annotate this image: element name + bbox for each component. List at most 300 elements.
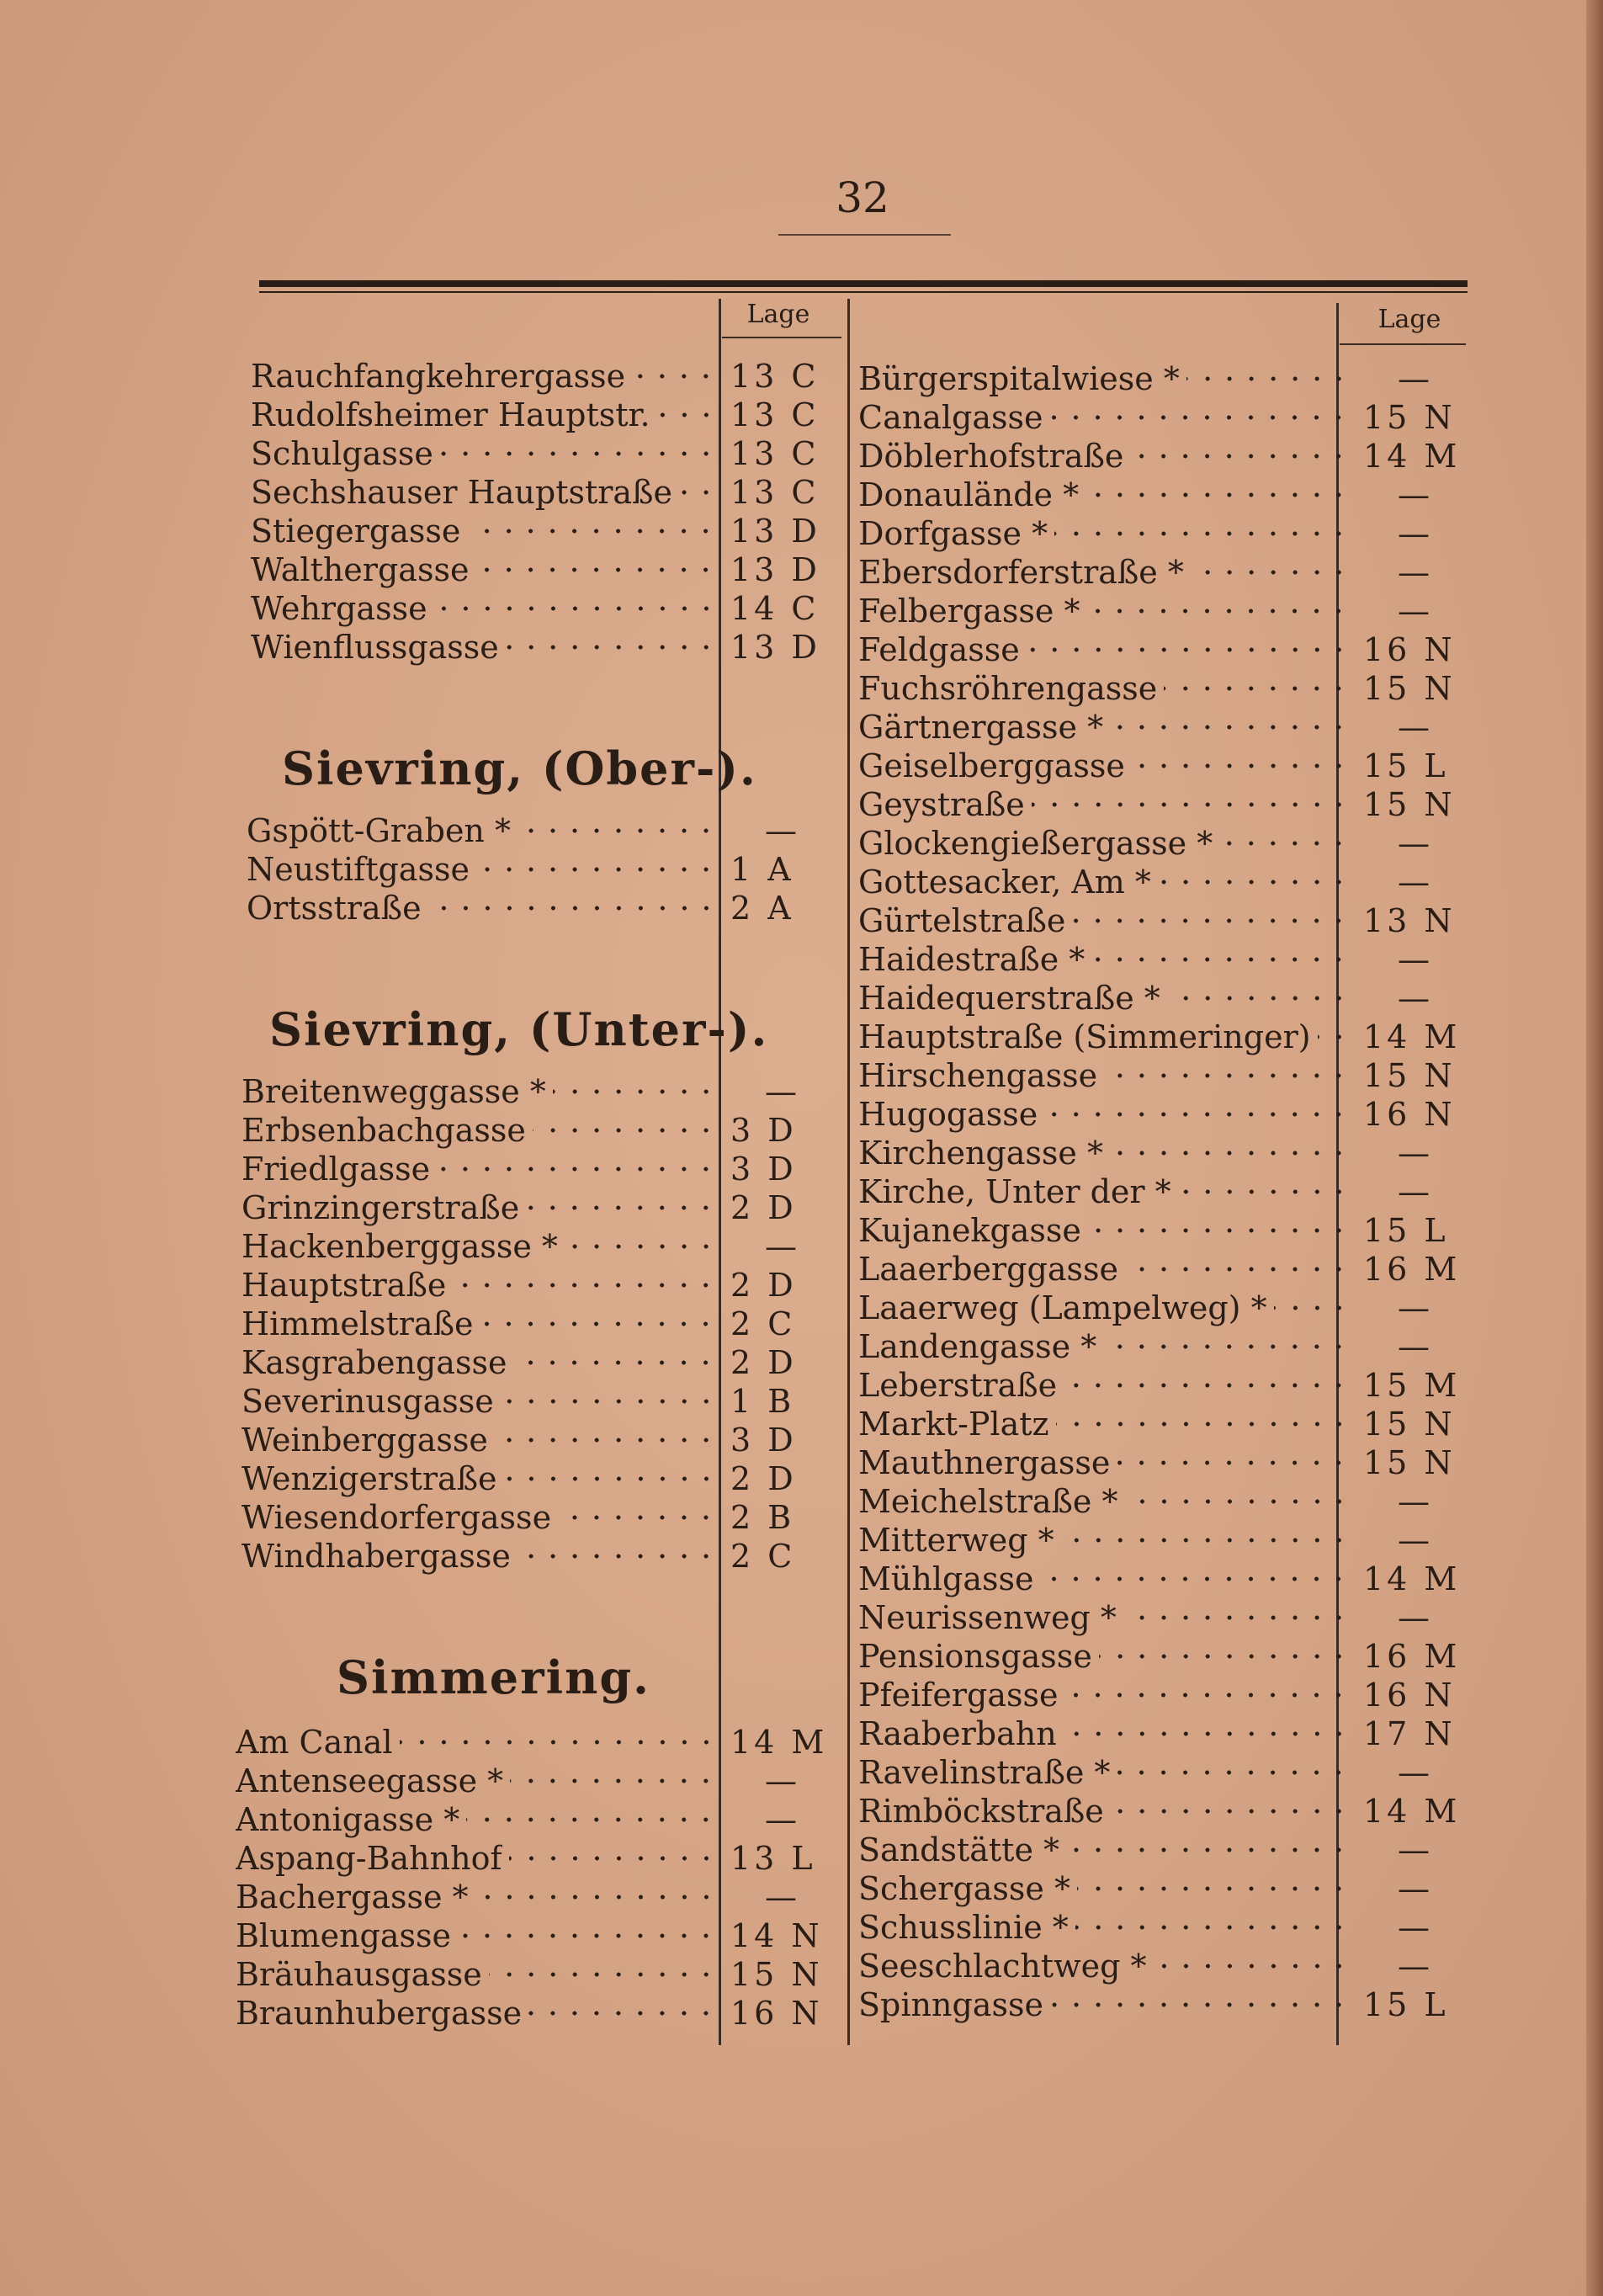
street-lage: — — [1398, 1289, 1430, 1326]
street-name: Bräuhausgasse — [236, 1956, 482, 1993]
dot-leader — [1088, 1211, 1350, 1250]
street-entry — [242, 1227, 831, 1266]
street-name: Geystraße — [858, 786, 1025, 823]
lage-rule-right — [1340, 343, 1466, 345]
street-entry — [858, 1327, 1464, 1366]
street-lage: 15 N — [1363, 1057, 1456, 1094]
street-lage: — — [1398, 593, 1430, 630]
street-entry — [858, 1947, 1464, 1985]
dot-leader — [466, 1800, 717, 1839]
street-lage: — — [765, 1073, 797, 1110]
street-lage: — — [1398, 1831, 1430, 1868]
street-name: Kujanekgasse — [858, 1212, 1081, 1249]
dot-leader — [1066, 1831, 1350, 1869]
street-entry — [858, 1560, 1464, 1598]
street-name: Hirschengasse — [858, 1057, 1098, 1094]
street-lage: 2 B — [730, 1499, 795, 1536]
street-name: Leberstraße — [858, 1367, 1058, 1404]
street-entry — [251, 512, 831, 550]
dot-leader — [1050, 1985, 1350, 2024]
top-rule-thin — [259, 291, 1468, 293]
street-name: Himmelstraße — [242, 1305, 474, 1342]
street-name: Geiselberggasse — [858, 747, 1125, 784]
street-lage: — — [765, 1762, 797, 1799]
street-name: Kasgrabengasse — [242, 1344, 507, 1381]
street-entry — [858, 1714, 1464, 1753]
street-entry — [858, 1869, 1464, 1908]
street-lage: 15 N — [1363, 1444, 1456, 1481]
street-name: Bürgerspitalwiese * — [858, 360, 1180, 397]
dot-leader — [1040, 1560, 1350, 1598]
dot-leader — [510, 1762, 717, 1800]
street-entry — [858, 669, 1464, 708]
street-lage: — — [1398, 360, 1430, 397]
street-name: Haidestraße * — [858, 941, 1085, 978]
street-lage: 13 D — [730, 513, 820, 550]
dot-leader — [518, 1537, 717, 1576]
street-lage: 3 D — [730, 1422, 797, 1459]
street-lage: — — [765, 1228, 797, 1265]
street-entry — [251, 357, 831, 396]
street-entry — [858, 359, 1464, 398]
street-lage: — — [1398, 1909, 1430, 1946]
street-entry — [247, 850, 831, 889]
street-name: Gärtnergasse * — [858, 709, 1104, 746]
street-name: Donaulände * — [858, 476, 1080, 513]
street-name: Dorfgasse * — [858, 515, 1048, 552]
center-column-rule — [847, 299, 850, 2045]
street-lage: — — [1398, 980, 1430, 1017]
dot-leader — [506, 628, 717, 667]
street-entry — [242, 1498, 831, 1537]
street-lage: — — [1398, 515, 1430, 552]
street-lage: 2 D — [730, 1189, 797, 1226]
street-entry — [858, 1366, 1464, 1405]
street-name: Rauchfangkehrergasse — [251, 358, 626, 395]
dot-leader — [565, 1227, 717, 1266]
dot-leader — [1064, 1714, 1350, 1753]
street-lage: 14 N — [730, 1917, 823, 1954]
street-lage: 14 M — [1363, 1018, 1461, 1055]
street-entry — [858, 553, 1464, 592]
street-name: Gürtelstraße — [858, 902, 1066, 939]
street-name: Wehrgasse — [251, 590, 427, 627]
street-name: Mitterweg * — [858, 1522, 1054, 1559]
dot-leader — [1054, 514, 1350, 553]
street-lage: 16 M — [1363, 1251, 1461, 1288]
street-lage: 14 M — [1363, 1560, 1461, 1597]
street-name: Hackenberggasse * — [242, 1228, 558, 1265]
dot-leader — [1130, 437, 1350, 476]
dot-leader — [1274, 1289, 1350, 1327]
street-lage: 14 M — [730, 1724, 828, 1761]
street-name: Severinusgasse — [242, 1383, 494, 1420]
dot-leader — [1110, 1134, 1350, 1172]
street-entry — [858, 1172, 1464, 1211]
dot-leader — [1167, 979, 1350, 1018]
street-lage: 15 M — [1363, 1367, 1461, 1404]
street-entry — [242, 1343, 831, 1382]
street-lage: — — [1398, 1948, 1430, 1985]
street-name: Neustiftgasse — [247, 851, 470, 888]
street-entry — [858, 1056, 1464, 1095]
street-name: Rimböckstraße — [858, 1793, 1104, 1830]
dot-leader — [1104, 1056, 1350, 1095]
street-lage: — — [1398, 709, 1430, 746]
street-lage: — — [765, 812, 797, 849]
street-lage: 14 M — [1363, 1793, 1461, 1830]
dot-leader — [475, 550, 717, 589]
section-title-simmering: Simmering. — [337, 1650, 650, 1704]
street-entry — [251, 396, 831, 434]
street-entry — [858, 630, 1464, 669]
street-name: Windhabergasse — [242, 1538, 511, 1575]
dot-leader — [1027, 630, 1350, 669]
street-lage: 1 A — [730, 851, 794, 888]
dot-leader — [1125, 1482, 1351, 1521]
street-entry — [858, 1908, 1464, 1947]
street-lage: 15 L — [1363, 1212, 1449, 1249]
street-lage: — — [1398, 1522, 1430, 1559]
street-name: Gottesacker, Am * — [858, 864, 1151, 901]
dot-leader — [489, 1955, 717, 1994]
street-entry — [236, 1916, 831, 1955]
dot-leader — [1158, 863, 1350, 901]
street-entry — [858, 747, 1464, 785]
street-name: Hugogasse — [858, 1096, 1038, 1133]
dot-leader — [1191, 553, 1350, 592]
street-entry — [236, 1723, 831, 1762]
street-lage: 2 D — [730, 1267, 797, 1304]
street-name: Schusslinie * — [858, 1909, 1069, 1946]
dot-leader — [476, 850, 717, 889]
street-lage: 13 D — [730, 551, 820, 588]
street-entry — [242, 1111, 831, 1150]
street-name: Erbsenbachgasse — [242, 1112, 526, 1149]
street-lage: — — [765, 1879, 797, 1916]
street-lage: 16 N — [1363, 631, 1456, 668]
street-entry — [242, 1072, 831, 1111]
lage-header-right: Lage — [1377, 305, 1441, 334]
street-entry — [858, 979, 1464, 1018]
street-entry — [858, 1598, 1464, 1637]
street-name: Antonigasse * — [236, 1801, 460, 1838]
dot-leader — [1044, 1095, 1350, 1134]
page-number: 32 — [836, 173, 889, 222]
street-lage: 15 N — [1363, 670, 1456, 707]
dot-leader — [533, 1111, 717, 1150]
street-entry — [242, 1266, 831, 1305]
dot-leader — [509, 1839, 717, 1878]
street-lage: 16 N — [730, 1995, 823, 2032]
street-entry — [242, 1421, 831, 1459]
dot-leader — [1132, 747, 1350, 785]
street-entry — [858, 785, 1464, 824]
dot-leader — [1049, 398, 1350, 437]
street-lage: — — [1398, 1173, 1430, 1210]
street-entry — [858, 940, 1464, 979]
page-edge — [1586, 0, 1603, 2296]
street-entry — [236, 1800, 831, 1839]
street-name: Friedlgasse — [242, 1151, 431, 1188]
street-name: Kirche, Unter der * — [858, 1173, 1171, 1210]
street-lage: 1 B — [730, 1383, 795, 1420]
street-lage: — — [1398, 825, 1430, 862]
street-name: Grinzingerstraße — [242, 1189, 520, 1226]
street-entry — [242, 1382, 831, 1421]
street-lage: 3 D — [730, 1151, 797, 1188]
lage-header-left: Lage — [746, 300, 810, 329]
street-lage: 13 D — [730, 629, 820, 666]
dot-leader — [1091, 940, 1350, 979]
dot-leader — [400, 1723, 717, 1762]
section-list-sievring-unter — [242, 1072, 831, 1576]
street-name: Weinberggasse — [242, 1422, 488, 1459]
street-lage: 16 M — [1363, 1638, 1461, 1675]
street-name: Pfeifergasse — [858, 1677, 1059, 1714]
street-lage: 13 C — [730, 358, 820, 395]
dot-leader — [1077, 1869, 1350, 1908]
street-lage: 13 C — [730, 396, 820, 433]
street-entry — [858, 1443, 1464, 1482]
street-lage: 13 C — [730, 474, 820, 511]
street-entry — [858, 592, 1464, 630]
street-entry — [858, 1095, 1464, 1134]
dot-leader — [1117, 1753, 1350, 1792]
street-entry — [251, 589, 831, 628]
street-entry — [236, 1839, 831, 1878]
street-lage: — — [1398, 864, 1430, 901]
street-entry — [858, 1250, 1464, 1289]
street-lage: 15 N — [1363, 1406, 1456, 1443]
street-name: Haidequerstraße * — [858, 980, 1160, 1017]
street-name: Sandstätte * — [858, 1831, 1060, 1868]
dot-leader — [1123, 1598, 1350, 1637]
street-name: Glockengießergasse * — [858, 825, 1213, 862]
street-name: Ortsstraße — [247, 890, 422, 927]
street-entry — [858, 437, 1464, 476]
street-name: Laaerberggasse — [858, 1251, 1118, 1288]
street-name: Laaerweg (Lampelweg) * — [858, 1289, 1267, 1326]
street-entry — [858, 901, 1464, 940]
street-entry — [858, 1521, 1464, 1560]
street-name: Feldgasse — [858, 631, 1020, 668]
street-name: Breitenweggasse * — [242, 1073, 546, 1110]
street-lage: — — [765, 1801, 797, 1838]
street-lage: — — [1398, 1754, 1430, 1791]
street-name: Raaberbahn — [858, 1715, 1057, 1752]
street-name: Sechshauser Hauptstraße — [251, 474, 672, 511]
street-lage: 3 D — [730, 1112, 797, 1149]
dot-leader — [458, 1916, 717, 1955]
street-lage: 13 L — [730, 1840, 816, 1877]
street-name: Aspang-Bahnhof — [236, 1840, 502, 1877]
street-entry — [251, 434, 831, 473]
street-entry — [858, 1405, 1464, 1443]
street-lage: 15 L — [1363, 747, 1449, 784]
dot-leader — [1075, 1908, 1350, 1947]
street-lage: 15 L — [1363, 1986, 1449, 2023]
street-entry — [251, 550, 831, 589]
street-lage: 2 D — [730, 1344, 797, 1381]
street-entry — [858, 1482, 1464, 1521]
street-name: Am Canal — [236, 1724, 393, 1761]
street-name: Wienflussgasse — [251, 629, 499, 666]
street-name: Döblerhofstraße — [858, 438, 1124, 475]
street-lage: 2 D — [730, 1460, 797, 1497]
dot-leader — [1186, 359, 1350, 398]
dot-leader — [1219, 824, 1350, 863]
street-name: Gspött-Graben * — [247, 812, 511, 849]
street-entry — [858, 1676, 1464, 1714]
dot-leader — [437, 1150, 717, 1188]
street-entry — [858, 824, 1464, 863]
dot-leader — [657, 396, 717, 434]
dot-leader — [1072, 901, 1350, 940]
street-entry — [242, 1459, 831, 1498]
dot-leader — [1064, 1366, 1350, 1405]
street-lage: 13 N — [1363, 902, 1456, 939]
dot-leader — [1117, 1443, 1350, 1482]
street-name: Rudolfsheimer Hauptstr. — [251, 396, 650, 433]
street-lage: 15 N — [730, 1956, 823, 1993]
street-name: Hauptstraße (Simmeringer) — [858, 1018, 1311, 1055]
street-name: Pensionsgasse — [858, 1638, 1092, 1675]
street-entry — [858, 708, 1464, 747]
street-lage: — — [1398, 941, 1430, 978]
street-entry — [858, 514, 1464, 553]
street-lage: 17 N — [1363, 1715, 1456, 1752]
dot-leader — [1056, 1405, 1350, 1443]
street-name: Ravelinstraße * — [858, 1754, 1111, 1791]
street-name: Schulgasse — [251, 435, 433, 472]
dot-leader — [504, 1459, 717, 1498]
dot-leader — [1085, 476, 1350, 514]
street-name: Mauthnergasse — [858, 1444, 1111, 1481]
street-lage: — — [1398, 1870, 1430, 1907]
street-entry — [858, 1985, 1464, 2024]
street-lage: 2 C — [730, 1305, 796, 1342]
dot-leader — [526, 1188, 717, 1227]
street-name: Seeschlachtweg * — [858, 1948, 1147, 1985]
dot-leader — [1032, 785, 1350, 824]
street-lage: 2 C — [730, 1538, 796, 1575]
street-entry — [858, 863, 1464, 901]
street-entry — [242, 1188, 831, 1227]
street-name: Meichelstraße * — [858, 1483, 1118, 1520]
street-name: Blumengasse — [236, 1917, 452, 1954]
dot-leader — [1103, 1327, 1350, 1366]
dot-leader — [1154, 1947, 1350, 1985]
dot-leader — [1318, 1018, 1350, 1056]
left-top-list — [251, 357, 831, 667]
street-lage: — — [1398, 1483, 1430, 1520]
section-list-sievring-ober — [247, 811, 831, 927]
dot-leader — [428, 889, 717, 927]
street-entry — [858, 1289, 1464, 1327]
dot-leader — [1064, 1676, 1350, 1714]
street-lage: 15 N — [1363, 786, 1456, 823]
street-name: Kirchengasse * — [858, 1135, 1103, 1172]
street-name: Ebersdorferstraße * — [858, 554, 1184, 591]
street-entry — [247, 811, 831, 850]
street-name: Antenseegasse * — [236, 1762, 504, 1799]
dot-leader — [475, 1878, 717, 1916]
street-name: Canalgasse — [858, 399, 1043, 436]
street-name: Walthergasse — [251, 551, 470, 588]
street-lage: 16 N — [1363, 1096, 1456, 1133]
street-entry — [236, 1955, 831, 1994]
dot-leader — [434, 589, 717, 628]
street-lage: 15 N — [1363, 399, 1456, 436]
street-lage: 2 A — [730, 890, 794, 927]
street-lage: — — [1398, 1328, 1430, 1365]
right-column-list — [858, 359, 1464, 2024]
dot-leader — [518, 811, 717, 850]
street-entry — [858, 476, 1464, 514]
street-lage: — — [1398, 554, 1430, 591]
street-entry — [242, 1537, 831, 1576]
street-name: Neurissenweg * — [858, 1599, 1117, 1636]
street-lage: — — [1398, 476, 1430, 513]
dot-leader — [1164, 669, 1350, 708]
street-name: Felbergasse * — [858, 593, 1080, 630]
street-entry — [858, 1637, 1464, 1676]
street-lage: 14 C — [730, 590, 820, 627]
dot-leader — [1110, 708, 1350, 747]
street-name: Mühlgasse — [858, 1560, 1034, 1597]
street-name: Fuchsröhrengasse — [858, 670, 1158, 707]
street-entry — [858, 1018, 1464, 1056]
dot-leader — [453, 1266, 717, 1305]
dot-leader — [1125, 1250, 1350, 1289]
street-entry — [858, 1792, 1464, 1831]
street-entry — [858, 1753, 1464, 1792]
dot-leader — [1086, 592, 1350, 630]
dot-leader — [553, 1072, 717, 1111]
dot-leader — [467, 512, 717, 550]
dot-leader — [1099, 1637, 1350, 1676]
section-title-sievring-ober: Sievring, (Ober-). — [282, 741, 757, 795]
dot-leader — [1061, 1521, 1350, 1560]
street-name: Markt-Platz — [858, 1406, 1049, 1443]
street-entry — [236, 1762, 831, 1800]
street-entry — [242, 1150, 831, 1188]
dot-leader — [528, 1994, 717, 2033]
street-lage: — — [1398, 1135, 1430, 1172]
street-lage: 14 M — [1363, 438, 1461, 475]
section-title-sievring-unter: Sievring, (Unter-). — [269, 1002, 769, 1056]
street-name: Stiegergasse — [251, 513, 461, 550]
dot-leader — [501, 1382, 717, 1421]
dot-leader — [1178, 1172, 1350, 1211]
street-entry — [247, 889, 831, 927]
top-rule — [259, 280, 1468, 287]
street-entry — [236, 1878, 831, 1916]
dot-leader — [480, 1305, 717, 1343]
dot-leader — [558, 1498, 717, 1537]
dot-leader — [1111, 1792, 1350, 1831]
street-name: Braunhubergasse — [236, 1995, 523, 2032]
street-name: Bachergasse * — [236, 1879, 469, 1916]
street-entry — [858, 1134, 1464, 1172]
dot-leader — [440, 434, 717, 473]
street-entry — [236, 1994, 831, 2033]
street-name: Schergasse * — [858, 1870, 1070, 1907]
street-entry — [858, 398, 1464, 437]
dot-leader — [495, 1421, 717, 1459]
street-entry — [858, 1211, 1464, 1250]
